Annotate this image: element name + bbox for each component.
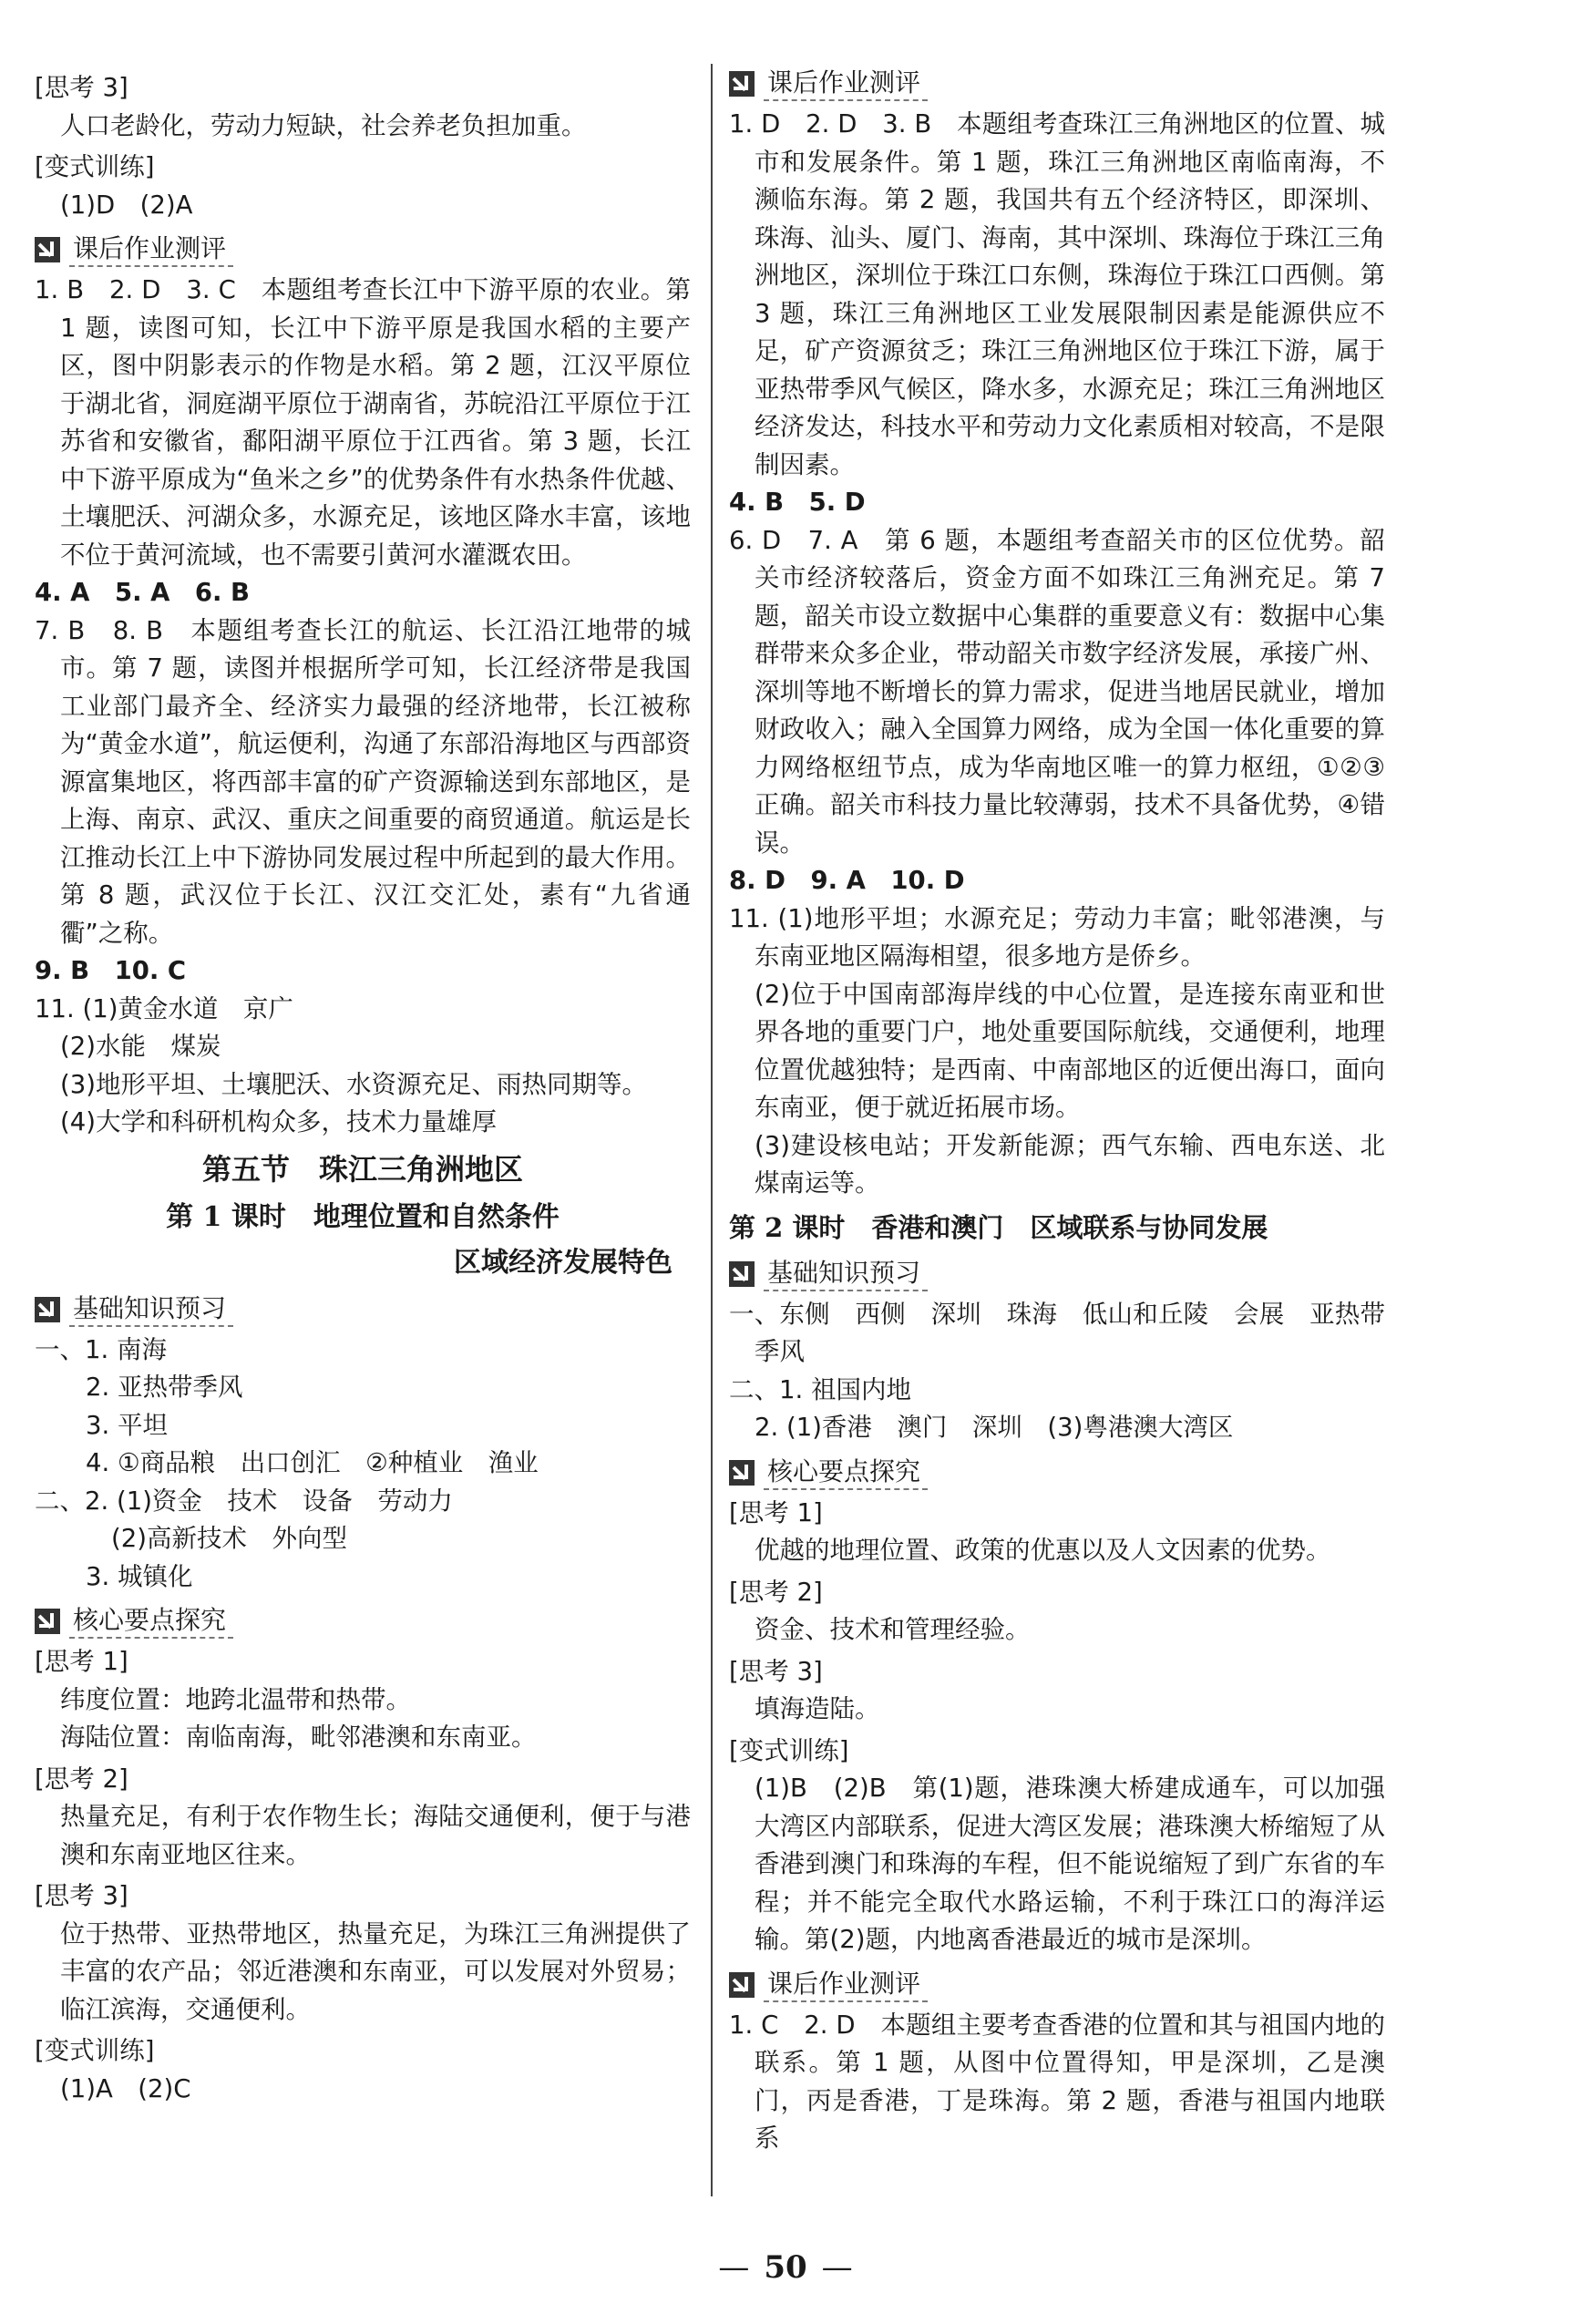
think-2-label: [思考 2] xyxy=(35,1764,128,1794)
section-heading-label: 核心要点探究 xyxy=(764,1455,928,1490)
think-1-answer: 优越的地理位置、政策的优惠以及人文因素的优势。 xyxy=(755,1536,1331,1565)
think-2-answer: 资金、技术和管理经验。 xyxy=(755,1615,1031,1644)
section-heading-label: 基础知识预习 xyxy=(764,1257,928,1291)
page-number: 50 xyxy=(764,2249,807,2286)
think-3-label: [思考 3] xyxy=(35,73,128,102)
answer-8-10: 8. D 9. A 10. D xyxy=(729,866,965,895)
section-heading-core xyxy=(729,1455,1385,1491)
think-3-label: [思考 3] xyxy=(35,1881,128,1910)
basic-2-2: 2. (1)香港 澳门 深圳 (3)粤港澳大湾区 xyxy=(755,1413,1234,1442)
answer-7-8: 7. B 8. B 本题组考查长江的航运、长江沿江地带的城市。第 7 题，读图并根据所学可知，长江经济带是我国工业部门最齐全、经济实力最强的经济地带，长江被称为“黄金水道”，航运便利，沟通了东部沿海地区与西部资源富集地区，将西部丰富的矿产资源输送到东部地区，是上海、南京、武汉、重庆之间重要的商贸通道。航运是长江推动长江上中下游协同发展过程中所起到的最大作用。第 8 题，武汉位于长江、汉江交汇处，素有“九省通衢”之称。 xyxy=(35,615,691,948)
arrow-corner-icon xyxy=(729,1460,755,1486)
answer-11-part-1: 11. (1)黄金水道 京广 xyxy=(35,993,293,1023)
think-2-answer: 热量充足，有利于农作物生长；海陆交通便利，便于与港澳和东南亚地区往来。 xyxy=(60,1802,691,1869)
answer-11-part-3: (3)建设核电站；开发新能源；西气东输、西电东送、北煤南运等。 xyxy=(755,1130,1385,1198)
footer-dash: — xyxy=(821,2249,853,2286)
section-heading-homework xyxy=(729,1967,1385,2003)
variant-training-answer: (1)D (2)A xyxy=(60,190,193,220)
variant-training-answer: (1)B (2)B 第(1)题，港珠澳大桥建成通车，可以加强大湾区内部联系，促进大湾区发展；港珠澳大桥缩短了从香港到澳门和珠海的车程，但不能说缩短了到广东省的车程；并不能完全取代水路运输，不利于珠江口的海洋运输。第(2)题，内地离香港最近的城市是深圳。 xyxy=(755,1774,1385,1954)
answer-11-part-2: (2)水能 煤炭 xyxy=(60,1032,221,1061)
answer-1-3: 1. B 2. D 3. C 本题组考查长江中下游平原的农业。第 1 题，读图可知，长江中下游平原是我国水稻的主要产区，图中阴影表示的作物是水稻。第 2 题，江汉平原位于湖北省，洞庭湖平原位于湖南省，苏皖沿江平原位于江苏省和安徽省，鄱阳湖平原位于江西省。第 3 题，长江中下游平原成为“鱼米之乡”的优势条件有水热条件优越、土壤肥沃、河湖众多，水源充足，该地区降水丰富，该地不位于黄河流域，也不需要引黄河水灌溉农田。 xyxy=(35,275,691,570)
basic-1-2: 2. 亚热带季风 xyxy=(86,1373,243,1402)
basic-1-1: 一、1. 南海 xyxy=(35,1334,167,1364)
variant-training-label: [变式训练] xyxy=(35,2036,155,2065)
section-title: 第五节 珠江三角洲地区 xyxy=(201,1151,523,1187)
think-1-label: [思考 1] xyxy=(35,1647,128,1676)
section-heading-label: 课后作业测评 xyxy=(764,1968,928,2002)
basic-2-2a: 二、2. (1)资金 技术 设备 劳动力 xyxy=(35,1486,453,1516)
answer-9-10: 9. B 10. C xyxy=(35,956,187,985)
arrow-corner-icon xyxy=(35,1297,60,1322)
section-heading-basic xyxy=(729,1256,1385,1292)
answer-11-part-1: 11. (1)地形平坦；水源充足；劳动力丰富；毗邻港澳，与东南亚地区隔海相望，很多地方是侨乡。 xyxy=(729,903,1385,971)
arrow-corner-icon xyxy=(35,1609,60,1634)
think-3-answer: 位于热带、亚热带地区，热量充足，为珠江三角洲提供了丰富的农产品；邻近港澳和东南亚，可以发展对外贸易；临江滨海，交通便利。 xyxy=(60,1918,691,2024)
think-1-answer-a: 纬度位置：地跨北温带和热带。 xyxy=(60,1684,411,1714)
variant-training-label: [变式训练] xyxy=(729,1735,849,1765)
left-column xyxy=(35,66,691,2108)
arrow-corner-icon xyxy=(729,1972,755,1998)
think-3-label: [思考 3] xyxy=(729,1656,823,1686)
answer-11-part-2: (2)位于中国南部海岸线的中心位置，是连接东南亚和世界各地的重要门户，地处重要国际航线，交通便利，地理位置优越独特；是西南、中南部地区的近便出海口，面向东南亚，便于就近拓展市场。 xyxy=(755,979,1385,1122)
column-divider xyxy=(711,64,713,2196)
arrow-corner-icon xyxy=(35,237,60,262)
variant-training-label: [变式训练] xyxy=(35,152,155,181)
answer-6-7: 6. D 7. A 第 6 题，本题组考查韶关市的区位优势。韶关市经济较落后，资金方面不如珠江三角洲充足。第 7 题，韶关市设立数据中心集群的重要意义有：数据中心集群带来众多企业，带动韶关市数字经济发展，承接广州、深圳等地不断增长的算力需求，促进当地居民就业，增加财政收入；融入全国算力网络，成为全国一体化重要的算力网络枢纽节点，成为华南地区唯一的算力枢纽，①②③正确。韶关市科技力量比较薄弱，技术不具备优势，④错误。 xyxy=(729,525,1385,858)
arrow-corner-icon xyxy=(729,71,755,97)
section-heading-basic xyxy=(35,1291,691,1328)
lesson-title: 第 2 课时 香港和澳门 区域联系与协同发展 xyxy=(729,1211,1268,1243)
think-3-answer: 填海造陆。 xyxy=(755,1694,880,1723)
basic-2-1: 二、1. 祖国内地 xyxy=(729,1374,911,1404)
arrow-corner-icon xyxy=(729,1261,755,1287)
answer-11-part-3: (3)地形平坦、土壤肥沃、水资源充足、雨热同期等。 xyxy=(60,1069,647,1099)
think-1-label: [思考 1] xyxy=(729,1497,823,1527)
section-heading-core xyxy=(35,1603,691,1640)
basic-2-3: 3. 城镇化 xyxy=(86,1561,193,1591)
section-heading-homework xyxy=(35,231,691,268)
think-2-label: [思考 2] xyxy=(729,1577,823,1607)
footer-dash: — xyxy=(718,2249,750,2286)
section-heading-label: 课后作业测评 xyxy=(764,67,928,101)
right-column xyxy=(729,66,1385,2158)
basic-1-3: 3. 平坦 xyxy=(86,1410,168,1440)
think-1-answer-b: 海陆位置：南临南海，毗邻港澳和东南亚。 xyxy=(60,1722,537,1752)
lesson-title: 第 1 课时 地理位置和自然条件 xyxy=(166,1200,560,1233)
answer-1-3: 1. D 2. D 3. B 本题组考查珠江三角洲地区的位置、城市和发展条件。第 1 题，珠江三角洲地区南临南海，不濒临东海。第 2 题，我国共有五个经济特区，即深圳、珠海、汕头、厦门、海南，其中深圳、珠海位于珠江三角洲地区，深圳位于珠江口东侧，珠海位于珠江口西侧。第 3 题，珠江三角洲地区工业发展限制因素是能源供应不足，矿产资源贫乏；珠江三角洲地区位于珠江下游，属于亚热带季风气候区，降水多，水源充足；珠江三角洲地区经济发达，科技水平和劳动力文化素质相对较高，不是限制因素。 xyxy=(729,109,1385,479)
section-heading-label: 基础知识预习 xyxy=(69,1292,233,1327)
lesson-subtitle: 区域经济发展特色 xyxy=(454,1246,673,1279)
variant-training-answer: (1)A (2)C xyxy=(60,2073,191,2103)
basic-1-4: 4. ①商品粮 出口创汇 ②种植业 渔业 xyxy=(86,1448,539,1477)
answer-4-6: 4. A 5. A 6. B xyxy=(35,578,250,607)
think-3-answer: 人口老龄化，劳动力短缺，社会养老负担加重。 xyxy=(60,110,587,140)
section-heading-label: 核心要点探究 xyxy=(69,1604,233,1639)
basic-2-2b: (2)高新技术 外向型 xyxy=(111,1524,347,1553)
section-heading-homework xyxy=(729,66,1385,102)
section-heading-label: 课后作业测评 xyxy=(69,232,233,267)
answer-1-2: 1. C 2. D 本题组主要考查香港的位置和其与祖国内地的联系。第 1 题，从图中位置得知，甲是深圳，乙是澳门，丙是香港，丁是珠海。第 2 题，香港与祖国内地联系 xyxy=(729,2010,1385,2153)
answer-11-part-4: (4)大学和科研机构众多，技术力量雄厚 xyxy=(60,1107,497,1136)
basic-1: 一、东侧 西侧 深圳 珠海 低山和丘陵 会展 亚热带季风 xyxy=(729,1299,1385,1366)
page-footer xyxy=(0,2249,1571,2286)
answer-4-5: 4. B 5. D xyxy=(729,488,866,517)
